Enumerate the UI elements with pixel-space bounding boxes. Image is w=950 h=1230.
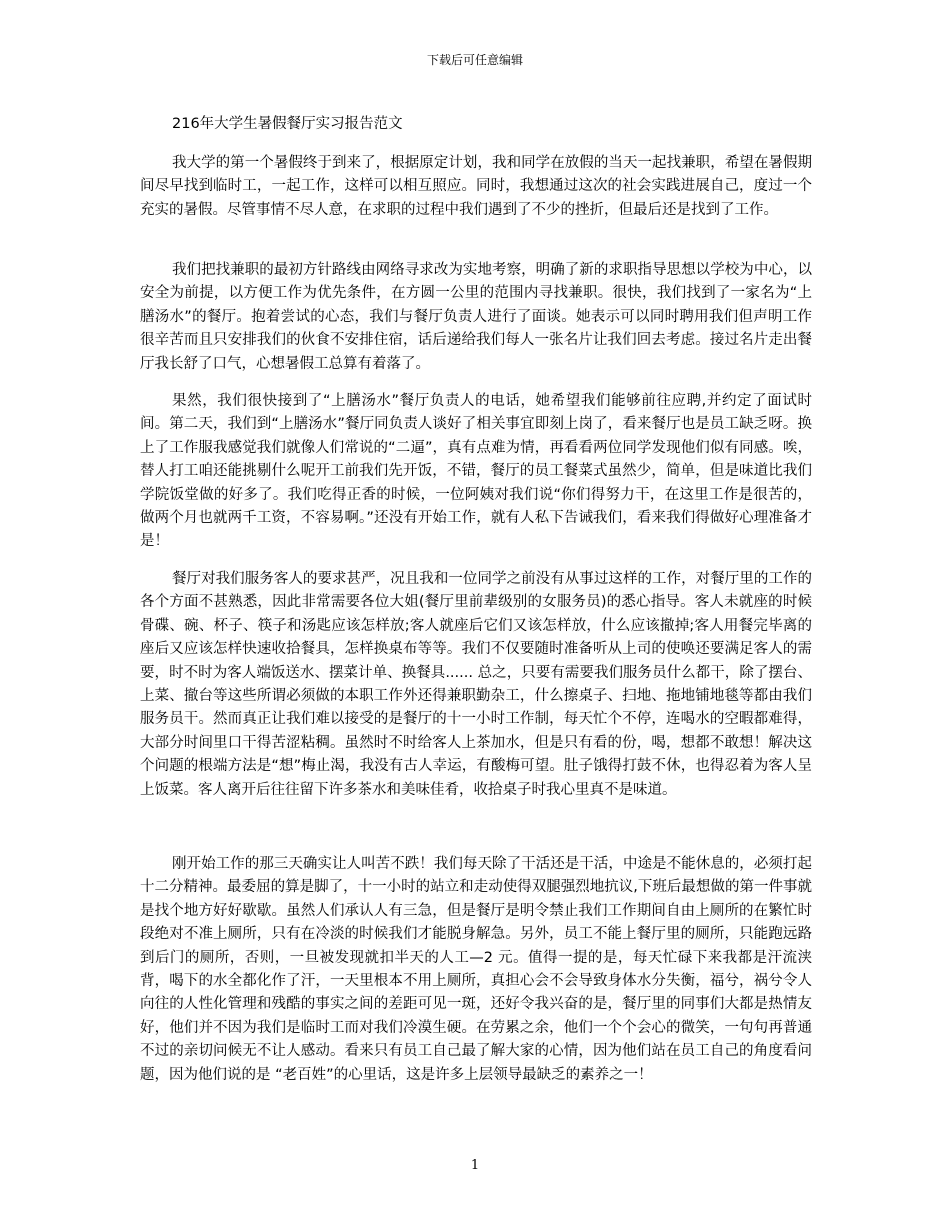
page-header: 下载后可任意编辑 [426,53,523,67]
paragraph-4: 餐厅对我们服务客人的要求甚严，况且我和一位同学之前没有从事过这样的工作，对餐厅里的工作的各个方面不甚熟悉，因此非常需要各位大姐(餐厅里前辈级别的女服务员)的悉心指导。客人未就座的时候骨碟、碗、杯子、筷子和汤匙应该怎样放;客人就座后它们又该怎样放，什么应该撤掉;客人用餐完毕离的座后又应该怎样快速收拾餐具，怎样换桌布等等。我们不仅要随时准备听从上司的使唤还要满足客人的需要，时不时为客人端饭送水、摆菜计单、换餐具...... 总之，只要有需要我们服务员什么都干，除了摆台、上菜、撤台等这些所谓必须做的本职工作外还得兼职勤杂工，什么擦桌子、扫地、拖地铺地毯等都由我们服务员干。然而真正让我们难以接受的是餐厅的十一小时工作制，每天忙个不停，连喝水的空暇都难得，大部分时间里口干得苦涩粘稠。虽然时不时给客人上茶加水，但是只有看的份，喝，想都不敢想！解决这个问题的根端方法是“想”梅止渴，我没有古人幸运，有酸梅可望。肚子饿得打鼓不休，也得忍着为客人呈上饭菜。客人离开后往往留下许多茶水和美味佳肴，收拾桌子时我心里真不是味道。 [140,571,812,798]
page-number: 1 [470,1158,480,1173]
paragraph-3: 果然，我们很快接到了“上膳汤水”餐厅负责人的电话，她希望我们能够前往应聘,并约定了面试时间。第二天，我们到“上膳汤水”餐厅同负责人谈好了相关事宜即刻上岗了，看来餐厅也是员工缺乏呀。换上了工作服我感觉我们就像人们常说的“二逼”，真有点难为情，再看看两位同学发现他们似有同感。唉，替人打工咱还能挑剔什么呢开工前我们先开饭，不错，餐厅的员工餐菜式虽然少，简单，但是味道比我们学院饭堂做的好多了。我们吃得正香的时候，一位阿姨对我们说“你们得努力干，在这里工作是很苦的，做两个月也就两千工资，不容易啊。”还没有开始工作，就有人私下告诫我们，看来我们得做好心理准备才是！ [140,393,812,550]
document-title: 216年大学生暑假餐厅实习报告范文 [172,116,403,132]
paragraph-1: 我大学的第一个暑假终于到来了，根据原定计划，我和同学在放假的当天一起找兼职，希望在暑假期间尽早找到临时工，一起工作，这样可以相互照应。同时，我想通过这次的社会实践进展自己，度过一个充实的暑假。尽管事情不尽人意，在求职的过程中我们遇到了不少的挫折，但最后还是找到了工作。 [140,155,812,218]
paragraph-2: 我们把找兼职的最初方针路线由网络寻求改为实地考察，明确了新的求职指导思想以学校为中心，以安全为前提，以方便工作为优先条件，在方圆一公里的范围内寻找兼职。很快，我们找到了一家名为“上膳汤水”的餐厅。抱着尝试的心态，我们与餐厅负责人进行了面谈。她表示可以同时聘用我们但声明工作很辛苦而且只安排我们的伙食不安排住宿，话后递给我们每人一张名片让我们回去考虑。接过名片走出餐厅我长舒了口气，心想暑假工总算有着落了。 [140,262,812,372]
paragraph-5: 刚开始工作的那三天确实让人叫苦不跌！我们每天除了干活还是干活，中途是不能休息的，必须打起十二分精神。最委屈的算是脚了，十一小时的站立和走动使得双腿强烈地抗议,下班后最想做的第一件事就是找个地方好好歇歇。虽然人们承认人有三急，但是餐厅是明令禁止我们工作期间自由上厕所的在繁忙时段绝对不准上厕所，只有在冷淡的时候我们才能脱身解急。另外，员工不能上餐厅里的厕所，只能跑远路到后门的厕所，否则，一旦被发现就扣半天的人工—2 元。值得一提的是，每天忙碌下来我都是汗流浃背，喝下的水全都化作了汗，一天里根本不用上厕所，真担心会不会导致身体水分失衡，福兮，祸兮令人向往的人性化管理和残酷的事实之间的差距可见一斑，还好令我兴奋的是，餐厅里的同事们大都是热情友好，他们并不因为我们是临时工而对我们冷漠生硬。在劳累之余，他们一个个会心的微笑，一句句再普通不过的亲切问候无不让人感动。看来只有员工自己最了解大家的心情，因为他们站在员工自己的角度看问题，因为他们说的是 “老百姓”的心里话，这是许多上层领导最缺乏的素养之一！ [140,856,812,1083]
